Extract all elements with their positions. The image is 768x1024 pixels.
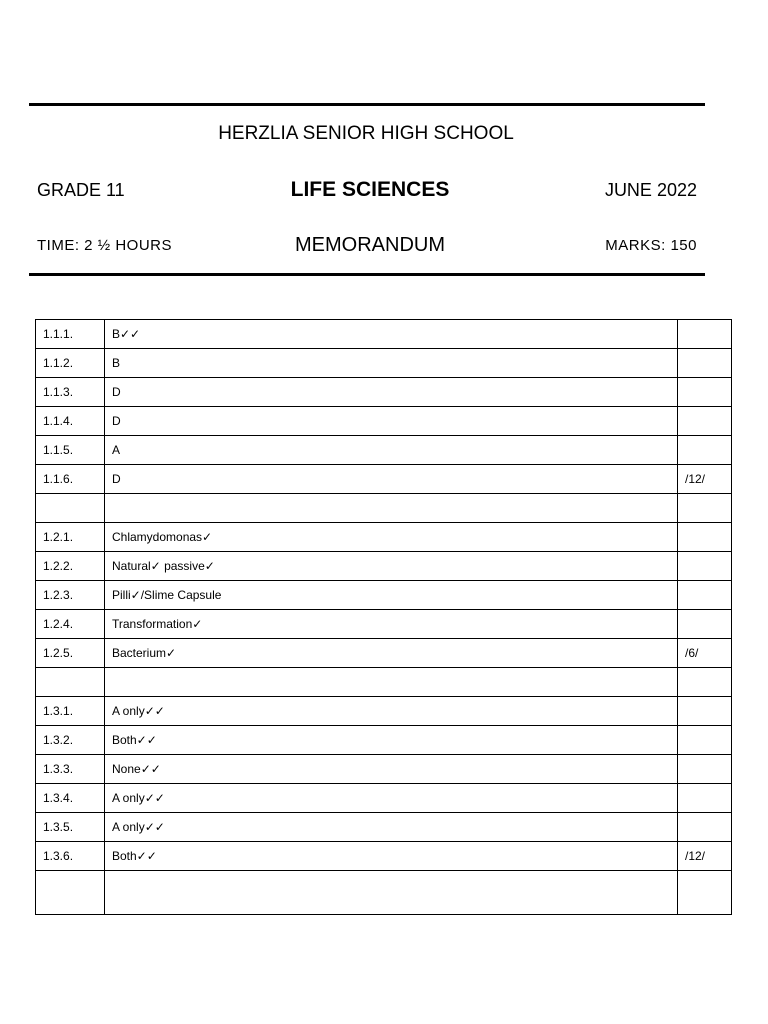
exam-date: JUNE 2022 [604, 180, 697, 200]
header-top-rule [29, 103, 705, 106]
mark-subtotal-cell [678, 349, 732, 378]
answer-cell: A only✓✓ [105, 697, 678, 726]
mark-subtotal-cell [678, 697, 732, 726]
table-row [36, 349, 732, 378]
mark-subtotal-cell: /12/ [678, 465, 732, 494]
mark-subtotal-cell [678, 813, 732, 842]
question-number-cell: 1.1.4. [36, 407, 105, 436]
mark-subtotal-cell [678, 755, 732, 784]
question-number-cell: 1.1.2. [36, 349, 105, 378]
answer-cell [105, 668, 678, 697]
table-row [36, 320, 732, 349]
mark-subtotal-cell [678, 494, 732, 523]
answer-cell: B✓✓ [105, 320, 678, 349]
table-row [36, 755, 732, 784]
question-number-cell [36, 871, 105, 915]
question-number-cell: 1.3.5. [36, 813, 105, 842]
answer-cell: Natural✓ passive✓ [105, 552, 678, 581]
answer-cell: B [105, 349, 678, 378]
answer-cell [105, 494, 678, 523]
answer-cell: Chlamydomonas✓ [105, 523, 678, 552]
answer-cell: D [105, 378, 678, 407]
table-row [36, 407, 732, 436]
table-row [36, 842, 732, 871]
mark-subtotal-cell [678, 378, 732, 407]
table-row [36, 813, 732, 842]
table-row [36, 436, 732, 465]
answer-cell: Both✓✓ [105, 842, 678, 871]
mark-subtotal-cell [678, 726, 732, 755]
answer-cell: A only✓✓ [105, 813, 678, 842]
answer-cell: Both✓✓ [105, 726, 678, 755]
grade-label: GRADE 11 [37, 180, 125, 200]
question-number-cell: 1.3.4. [36, 784, 105, 813]
question-number-cell [36, 668, 105, 697]
table-row [36, 494, 732, 523]
question-number-cell: 1.2.5. [36, 639, 105, 668]
question-number-cell: 1.1.6. [36, 465, 105, 494]
mark-subtotal-cell [678, 871, 732, 915]
mark-subtotal-cell [678, 407, 732, 436]
question-number-cell: 1.3.6. [36, 842, 105, 871]
table-row [36, 784, 732, 813]
answer-cell [105, 871, 678, 915]
table-row [36, 581, 732, 610]
header-bottom-rule [29, 273, 705, 276]
mark-subtotal-cell [678, 523, 732, 552]
mark-subtotal-cell [678, 436, 732, 465]
mark-subtotal-cell [678, 320, 732, 349]
answer-cell: D [105, 465, 678, 494]
mark-subtotal-cell [678, 552, 732, 581]
question-number-cell: 1.3.2. [36, 726, 105, 755]
question-number-cell: 1.2.4. [36, 610, 105, 639]
mark-subtotal-cell: /6/ [678, 639, 732, 668]
question-number-cell [36, 494, 105, 523]
question-number-cell: 1.3.3. [36, 755, 105, 784]
table-row [36, 523, 732, 552]
exam-time: TIME: 2 ½ HOURS [37, 237, 173, 254]
table-row [36, 726, 732, 755]
answer-cell: A [105, 436, 678, 465]
answer-cell: None✓✓ [105, 755, 678, 784]
subject-title: LIFE SCIENCES [290, 178, 450, 201]
school-name: HERZLIA SENIOR HIGH SCHOOL [218, 123, 514, 144]
question-number-cell: 1.2.2. [36, 552, 105, 581]
answer-cell: Transformation✓ [105, 610, 678, 639]
question-number-cell: 1.2.3. [36, 581, 105, 610]
question-number-cell: 1.3.1. [36, 697, 105, 726]
document-type: MEMORANDUM [295, 234, 445, 256]
table-row [36, 871, 732, 915]
table-row [36, 668, 732, 697]
table-row [36, 552, 732, 581]
question-number-cell: 1.1.1. [36, 320, 105, 349]
mark-subtotal-cell [678, 610, 732, 639]
mark-subtotal-cell: /12/ [678, 842, 732, 871]
mark-subtotal-cell [678, 668, 732, 697]
answer-cell: Pilli✓/Slime Capsule [105, 581, 678, 610]
question-number-cell: 1.1.5. [36, 436, 105, 465]
table-row [36, 697, 732, 726]
table-row [36, 639, 732, 668]
answer-cell: Bacterium✓ [105, 639, 678, 668]
mark-subtotal-cell [678, 581, 732, 610]
answer-table-body [36, 320, 732, 915]
table-row [36, 465, 732, 494]
question-number-cell: 1.2.1. [36, 523, 105, 552]
table-row [36, 378, 732, 407]
answer-table [35, 319, 732, 915]
answer-cell: A only✓✓ [105, 784, 678, 813]
table-row [36, 610, 732, 639]
question-number-cell: 1.1.3. [36, 378, 105, 407]
answer-cell: D [105, 407, 678, 436]
mark-subtotal-cell [678, 784, 732, 813]
total-marks: MARKS: 150 [605, 237, 697, 254]
